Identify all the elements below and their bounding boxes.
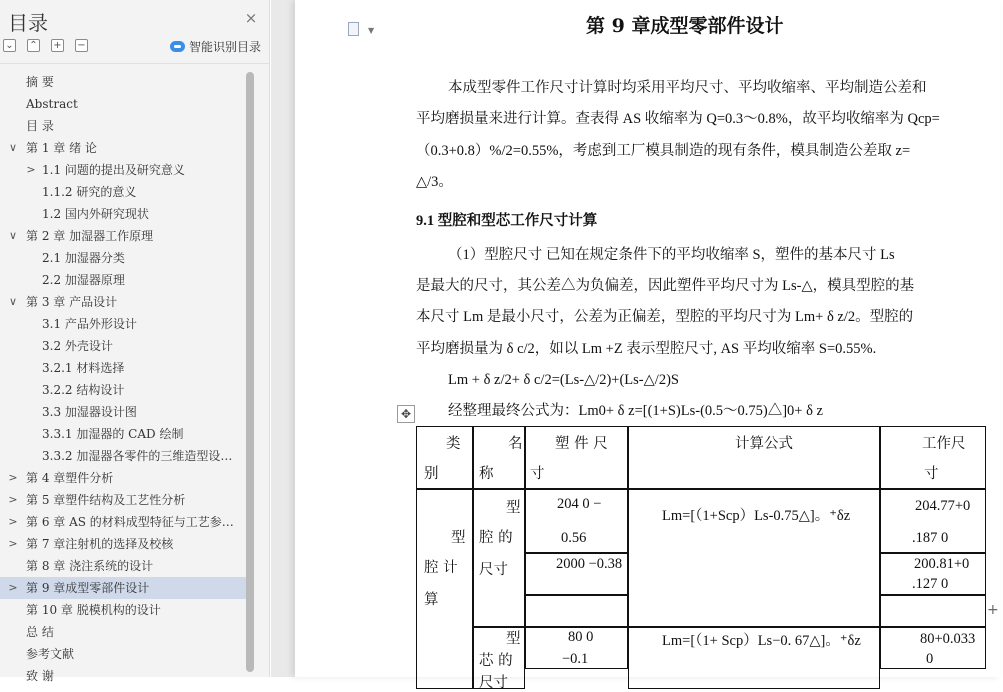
toc-item[interactable] bbox=[0, 445, 246, 467]
chapter-title: 第 9 章成型零部件设计 bbox=[586, 15, 784, 37]
part-size: 204 0 − bbox=[557, 496, 602, 512]
chevron-down-icon[interactable]: ∨ bbox=[8, 229, 18, 242]
name-label: 型 bbox=[506, 500, 521, 516]
paragraph-line: 平均磨损量为 δ c/2，如以 Lm +Z 表示型腔尺寸, AS 平均收缩率 S=0.55%. bbox=[416, 341, 877, 357]
work-size: 204.77+0 bbox=[915, 498, 971, 514]
expand-button[interactable]: ⌃ bbox=[27, 39, 40, 52]
header-category-b: 别 bbox=[424, 466, 439, 482]
header-category-a: 类 bbox=[446, 436, 461, 452]
toc-item-label: Abstract bbox=[26, 97, 78, 111]
name-label: 芯 的 bbox=[479, 653, 513, 669]
toc-item[interactable] bbox=[0, 643, 246, 665]
toc-item[interactable] bbox=[0, 115, 246, 137]
toc-item[interactable] bbox=[0, 665, 246, 687]
formula-line: Lm + δ z/2+ δ c/2=(Ls-△/2)+(Ls-△/2)S bbox=[448, 372, 679, 388]
toc-item[interactable] bbox=[0, 313, 246, 335]
toc-item-label: 3.3.2 加湿器各零件的三维造型设… bbox=[42, 449, 233, 463]
toc-item-label: 致 谢 bbox=[26, 669, 54, 683]
toc-item-label: 第 9 章成型零部件设计 bbox=[26, 581, 150, 595]
toc-item-label: 第 2 章 加湿器工作原理 bbox=[26, 229, 154, 243]
header-name-a: 名 bbox=[508, 436, 523, 452]
toc-item[interactable] bbox=[0, 511, 246, 533]
category-label: 腔 计 bbox=[424, 560, 458, 576]
chevron-right-icon[interactable]: > bbox=[8, 493, 18, 506]
toc-item-label: 第 6 章 AS 的材料成型特征与工艺参… bbox=[26, 515, 234, 529]
toc-item-label: 3.3 加湿器设计图 bbox=[42, 405, 137, 419]
nav-divider bbox=[0, 63, 270, 64]
paragraph-line: （0.3+0.8）%/2=0.55%，考虑到工厂模具制造的现有条件，模具制造公差取 z= bbox=[416, 143, 911, 159]
header-work-a: 工作尺 bbox=[922, 436, 966, 452]
part-size-tolerance: 0.56 bbox=[561, 530, 587, 546]
name-label: 腔 的 bbox=[479, 530, 513, 546]
toc-item[interactable] bbox=[0, 71, 246, 93]
toc-item-label: 3.3.1 加湿器的 CAD 绘制 bbox=[42, 427, 184, 441]
chevron-down-icon[interactable]: ∨ bbox=[8, 141, 18, 154]
formula-text: Lm=[（1+Scp）Ls-0.75△]。⁺δz bbox=[662, 508, 851, 524]
formula-text: Lm=[（1+ Scp）Ls−0. 67△]。⁺δz bbox=[662, 633, 861, 649]
paragraph-line: 是最大的尺寸，其公差△为负偏差，因此塑件平均尺寸为 Ls-△，模具型腔的基 bbox=[416, 278, 915, 294]
toc-item-label: 2.1 加湿器分类 bbox=[42, 251, 125, 265]
toc-item[interactable] bbox=[0, 335, 246, 357]
smart-toc-label: 智能识别目录 bbox=[189, 39, 262, 54]
chevron-right-icon[interactable]: > bbox=[8, 471, 18, 484]
work-size-b: .187 0 bbox=[912, 530, 949, 546]
toc-item[interactable] bbox=[0, 357, 246, 379]
toc-item[interactable] bbox=[0, 533, 246, 555]
toc-item-label: 目 录 bbox=[26, 119, 54, 133]
toc-item-label: 第 1 章 绪 论 bbox=[26, 141, 97, 155]
toc-item-label: 1.1 问题的提出及研究意义 bbox=[42, 163, 185, 177]
toc-item-label: 3.2 外壳设计 bbox=[42, 339, 113, 353]
toc-item-label: 3.2.1 材料选择 bbox=[42, 361, 125, 375]
paragraph-line: （1）型腔尺寸 已知在规定条件下的平均收缩率 S，塑件的基本尺寸 Ls bbox=[448, 247, 895, 263]
add-column-icon[interactable]: + bbox=[987, 602, 999, 618]
part-size-tolerance: −0.1 bbox=[562, 651, 589, 667]
toc-item[interactable] bbox=[0, 599, 246, 621]
toc-item[interactable] bbox=[0, 137, 246, 159]
table-cell bbox=[525, 595, 628, 627]
toc-item-label: 第 4 章塑件分析 bbox=[26, 471, 114, 485]
chevron-down-icon[interactable]: ∨ bbox=[8, 295, 18, 308]
table-cell bbox=[880, 595, 986, 627]
toc-item-label: 总 结 bbox=[26, 625, 54, 639]
toc-item[interactable] bbox=[0, 555, 246, 577]
name-label: 尺寸 bbox=[479, 675, 508, 691]
toc-item[interactable] bbox=[0, 203, 246, 225]
toc-item[interactable] bbox=[0, 401, 246, 423]
chevron-right-icon[interactable]: > bbox=[8, 537, 18, 550]
toc-item-label: 3.1 产品外形设计 bbox=[42, 317, 137, 331]
part-size: 80 0 bbox=[568, 629, 594, 645]
toc-item-label: 2.2 加湿器原理 bbox=[42, 273, 125, 287]
toc-item[interactable] bbox=[0, 291, 246, 313]
smart-toc-icon bbox=[170, 41, 185, 52]
header-formula: 计算公式 bbox=[735, 436, 793, 452]
toc-item-label: 第 8 章 浇注系统的设计 bbox=[26, 559, 154, 573]
toc-item[interactable] bbox=[0, 423, 246, 445]
toc-item[interactable] bbox=[0, 467, 246, 489]
category-label: 型 bbox=[451, 530, 466, 546]
navigation-pane bbox=[0, 0, 270, 683]
toc-item-label: 3.2.2 结构设计 bbox=[42, 383, 125, 397]
toc-item-label: 1.2 国内外研究现状 bbox=[42, 207, 149, 221]
toc-item-label: 1.1.2 研究的意义 bbox=[42, 185, 137, 199]
document-menu-icon[interactable]: ▼ bbox=[348, 22, 362, 38]
toc-item[interactable] bbox=[0, 489, 246, 511]
toc-item-label: 摘 要 bbox=[26, 75, 54, 89]
toc-item[interactable] bbox=[0, 225, 246, 247]
dimension-table bbox=[416, 426, 986, 691]
nav-title: 目录 bbox=[8, 11, 48, 35]
toc-item-label: 第 3 章 产品设计 bbox=[26, 295, 118, 309]
toc-item[interactable] bbox=[0, 93, 246, 115]
paragraph-line: 本尺寸 Lm 是最小尺寸，公差为正偏差，型腔的平均尺寸为 Lm+ δ z/2。型腔的 bbox=[416, 309, 914, 325]
table-move-handle-icon[interactable]: ✥ bbox=[397, 405, 415, 423]
name-label: 尺寸 bbox=[479, 562, 508, 578]
remove-heading-button[interactable]: − bbox=[75, 39, 88, 52]
category-label: 算 bbox=[424, 592, 439, 608]
toc-item[interactable] bbox=[0, 577, 246, 599]
toc-item-label: 参考文献 bbox=[26, 647, 75, 661]
header-name-b: 称 bbox=[479, 466, 494, 482]
toc-item[interactable] bbox=[0, 181, 246, 203]
toc-item[interactable] bbox=[0, 379, 246, 401]
toc-item-label: 第 10 章 脱模机构的设计 bbox=[26, 603, 161, 617]
work-size: 200.81+0 bbox=[914, 556, 970, 572]
nav-scrollbar[interactable] bbox=[246, 72, 254, 672]
formula-line: 经整理最终公式为：Lm0+ δ z=[(1+S)Ls-(0.5～0.75)△]0+ δ z bbox=[448, 403, 823, 419]
part-size: 2000 −0.38 bbox=[556, 556, 623, 572]
paragraph-line: 平均磨损量来进行计算。查表得 AS 收缩率为 Q=0.3～0.8%，故平均收缩率为 Qcp= bbox=[416, 111, 940, 127]
chevron-right-icon[interactable]: > bbox=[8, 515, 18, 528]
chevron-right-icon[interactable]: > bbox=[26, 163, 36, 176]
close-icon[interactable]: × bbox=[244, 9, 258, 27]
chevron-right-icon[interactable]: > bbox=[8, 581, 18, 594]
paragraph-line: 本成型零件工作尺寸计算时均采用平均尺寸、平均收缩率、平均制造公差和 bbox=[448, 80, 927, 96]
toc-item-label: 第 5 章塑件结构及工艺性分析 bbox=[26, 493, 186, 507]
header-size-b: 寸 bbox=[530, 466, 545, 482]
add-heading-button[interactable]: + bbox=[51, 39, 64, 52]
header-work-b: 寸 bbox=[924, 466, 939, 482]
toc-item[interactable] bbox=[0, 159, 246, 181]
work-size: 80+0.033 bbox=[920, 631, 976, 647]
header-size-a: 塑 件 尺 bbox=[555, 436, 608, 452]
name-label: 型 bbox=[506, 631, 521, 647]
work-size-b: 0 bbox=[926, 651, 934, 667]
toc-item[interactable] bbox=[0, 621, 246, 643]
collapse-all-button[interactable]: ⌄ bbox=[3, 39, 16, 52]
work-size-b: .127 0 bbox=[912, 576, 949, 592]
toc-item[interactable] bbox=[0, 269, 246, 291]
smart-toc-button[interactable] bbox=[170, 38, 261, 54]
toc-list bbox=[0, 71, 246, 687]
toc-item-label: 第 7 章注射机的选择及校核 bbox=[26, 537, 174, 551]
paragraph-line: △/3。 bbox=[416, 174, 453, 190]
toc-item[interactable] bbox=[0, 247, 246, 269]
section-heading: 9.1 型腔和型芯工作尺寸计算 bbox=[416, 213, 598, 229]
